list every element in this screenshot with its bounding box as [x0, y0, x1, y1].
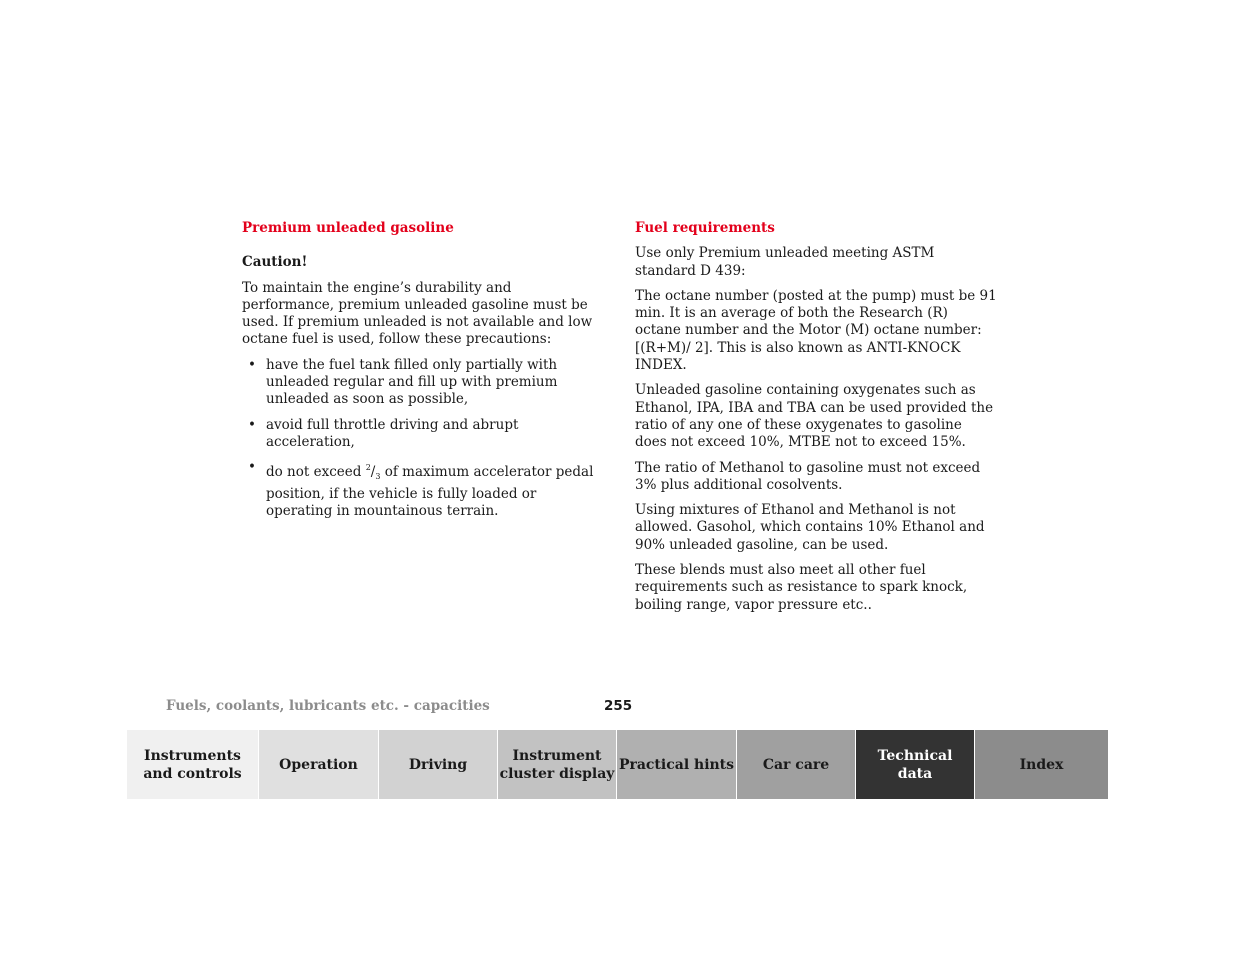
- section-heading-premium: Premium unleaded gasoline: [242, 220, 454, 236]
- section-heading-fuel-requirements: Fuel requirements: [635, 220, 775, 236]
- list-item: [242, 417, 604, 452]
- intro-paragraph: To maintain the engine’s durability and performance, premium unleaded gasoline must be used. If premium unleaded is not available and low octane fuel is used, follow these precautions:: [242, 279, 593, 348]
- list-item-text: have the fuel tank filled only partially with unleaded regular and fill up with premium unleaded as soon as possible,: [266, 356, 558, 408]
- fuel-paragraph: The octane number (posted at the pump) must be 91 min. It is an average of both the Research (R) octane number and the Motor (M) octane number: [(R+M)/ 2]. This is also known as ANTI-KNOCK INDEX.: [635, 287, 997, 374]
- fuel-paragraph: The ratio of Methanol to gasoline must not exceed 3% plus additional cosolvents.: [635, 459, 981, 493]
- tab-operation[interactable]: Operation: [259, 730, 379, 799]
- list-item: [242, 357, 604, 409]
- fraction-two-thirds: [366, 464, 381, 480]
- fraction-slash: /: [370, 464, 376, 481]
- caution-label: Caution!: [242, 254, 308, 271]
- footer-section-title: Fuels, coolants, lubricants etc. - capacities: [166, 698, 490, 714]
- tab-practical-hints[interactable]: Practical hints: [617, 730, 737, 799]
- tab-technical-data[interactable]: Technical data: [856, 730, 975, 799]
- tab-index[interactable]: Index: [975, 730, 1108, 799]
- list-item: [242, 459, 604, 520]
- fuel-paragraph: Unleaded gasoline containing oxygenates such as Ethanol, IPA, IBA and TBA can be used provided the ratio of any one of these oxygenates to gasoline does not exceed 10%, MTBE not to exceed 15%.: [635, 382, 994, 451]
- left-column: [242, 220, 604, 528]
- bullet-icon: •: [248, 356, 256, 373]
- list-item-text-after: of maximum accelerator pedal position, if the vehicle is fully loaded or operating in mountainous terrain.: [266, 464, 594, 519]
- fuel-paragraph: Using mixtures of Ethanol and Methanol is not allowed. Gasohol, which contains 10% Ethanol and 90% unleaded gasoline, can be used.: [635, 502, 985, 553]
- chapter-tabs: [127, 730, 1108, 799]
- tab-car-care[interactable]: Car care: [737, 730, 856, 799]
- bullet-icon: •: [248, 459, 256, 476]
- bullet-icon: •: [248, 416, 256, 433]
- fraction-numerator: 2: [365, 463, 371, 473]
- right-column: [635, 220, 997, 622]
- precautions-list: [242, 357, 604, 520]
- list-item-text-before: do not exceed: [266, 464, 366, 481]
- tab-instruments-and-controls[interactable]: Instruments and controls: [127, 730, 259, 799]
- fuel-paragraph: Use only Premium unleaded meeting ASTM standard D 439:: [635, 245, 935, 279]
- list-item-text: avoid full throttle driving and abrupt acceleration,: [266, 416, 519, 450]
- fraction-denominator: 3: [375, 472, 381, 482]
- page-number: 255: [604, 698, 633, 714]
- tab-driving[interactable]: Driving: [379, 730, 498, 799]
- tab-instrument-cluster-display[interactable]: Instrument cluster display: [498, 730, 617, 799]
- fuel-paragraph: These blends must also meet all other fuel requirements such as resistance to spark knock, boiling range, vapor pressure etc..: [635, 562, 968, 613]
